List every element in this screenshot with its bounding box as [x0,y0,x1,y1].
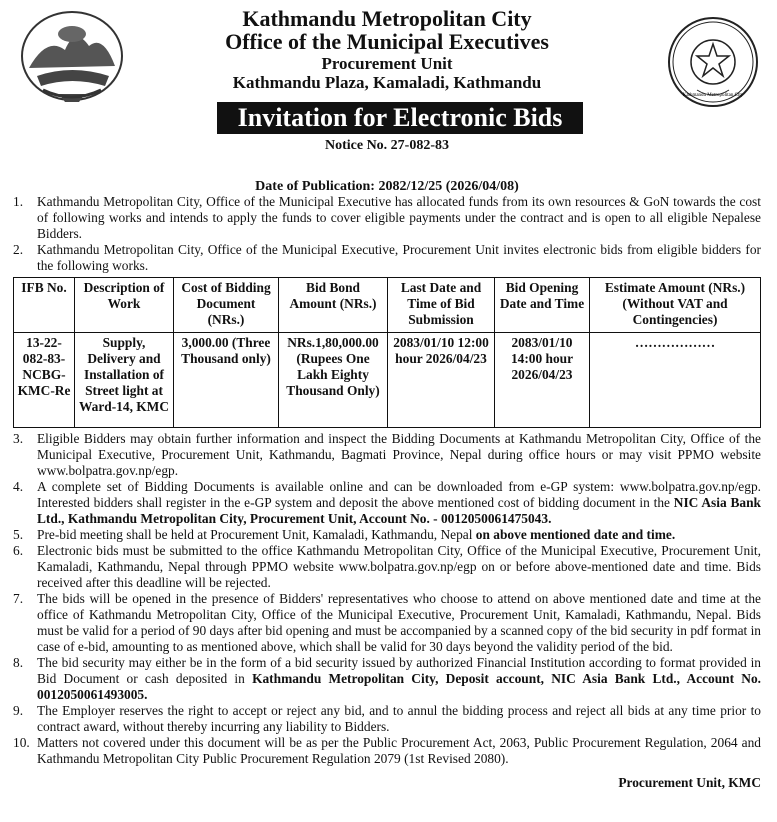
table-cell: 2083/01/10 12:00 hour 2026/04/23 [388,333,495,428]
col-header: Description of Work [75,278,174,333]
kmc-seal-icon [667,16,759,108]
unit-name: Procurement Unit [321,54,453,73]
col-header: Last Date and Time of Bid Submission [388,278,495,333]
table-cell: 3,000.00 (Three Thousand only) [174,333,279,428]
address: Kathmandu Plaza, Kamaladi, Kathmandu [232,73,542,92]
intro-list [13,194,761,274]
city-name: Kathmandu Metropolitan City [242,6,532,31]
seal-text: Kathmandu Metropolitan City [682,93,744,98]
list-item: 8. The bid security may either be in the form of a bid security issued by authorized Financial Institution according to format provided in Bid Document or cash deposited in Kathmandu Metropolitan City, Deposit account, NIC Asia Bank Ltd., Account No. 0012050061493005. [13,655,761,702]
page-title: Invitation for Electronic Bids [217,102,583,134]
notice-number: Notice No. 27-082-83 [324,138,450,153]
table-cell: ……………… [590,333,761,428]
col-header: Bid Opening Date and Time [495,278,590,333]
office-name: Office of the Municipal Executives [225,29,549,54]
table-cell: 13-22-082-83-NCBG-KMC-Re [14,333,75,428]
list-item: 1. Kathmandu Metropolitan City, Office of the Municipal Executive has allocated funds from its own resources & GoN towards the cost of following works and intends to apply the funds to cover eligible payments under the contract and is open to all eligible Nepalese Bidders. [13,194,761,241]
col-header: Bid Bond Amount (NRs.) [279,278,388,333]
table-cell: 2083/01/10 14:00 hour 2026/04/23 [495,333,590,428]
header [13,0,761,132]
publication-date: Date of Publication: 2082/12/25 (2026/04/08) [255,179,519,194]
col-header: Cost of Bidding Document (NRs.) [174,278,279,333]
conditions-list [13,431,761,767]
col-header: Estimate Amount (NRs.) (Without VAT and Contingencies) [590,278,761,333]
list-item: 9. The Employer reserves the right to accept or reject any bid, and to annul the bidding process and reject all bids at any time prior to contract award, without thereby incurring any liability to Bidders. [13,703,761,734]
nepal-emblem-icon [17,6,127,106]
signature: Procurement Unit, KMC [618,775,761,790]
list-item: 10. Matters not covered under this document will be as per the Public Procurement Act, 2063, Public Procurement Regulation, 2064 and Kathmandu Metropolitan City Public Procurement Regulation 2079 (1st Revised 2080). [13,735,761,766]
list-item: 4. A complete set of Bidding Documents is available online and can be downloaded from e-GP system: www.bolpatra.gov.np/egp. Interested bidders shall register in the e-GP system and deposit the above mentioned cost of bidding document in the NIC Asia Bank Ltd., Kathmandu Metropolitan City, Procurement Unit, Account No. - 0012050061475043. [13,479,761,526]
list-item: 3. Eligible Bidders may obtain further information and inspect the Bidding Documents at Kathmandu Metropolitan City, Office of the Municipal Executive, Procurement Unit, Kathmandu, Bagmati Province, Nepal during office hours or may visit PPMO website www.bolpatra.gov.np/egp. [13,431,761,478]
table-header-row [14,278,761,333]
list-item: 5. Pre-bid meeting shall be held at Procurement Unit, Kamaladi, Kathmandu, Nepal on above mentioned date and time. [13,527,676,542]
table-cell: Supply, Delivery and Installation of Street light at Ward-14, KMC [75,333,174,428]
table-row [14,333,761,428]
col-header: IFB No. [14,278,75,333]
list-item: 7. The bids will be opened in the presence of Bidders' representatives who choose to attend on above mentioned date and time at the office of Kathmandu Metropolitan City, Office of the Municipal Executive, Procurement Unit, Kamaladi, Kathmandu, Nepal. Bids must be valid for a period of 90 days after bid opening and must be accompanied by a scanned copy of the bid security in pdf format in case of e-bid, amounting to as mentioned above, which shall be valid for 30 days beyond the validity period of the bid. [13,591,762,654]
list-item: 2. Kathmandu Metropolitan City, Office of the Municipal Executive, Procurement Unit invites electronic bids from eligible bidders for the following works. [13,242,761,273]
table-cell: NRs.1,80,000.00 (Rupees One Lakh Eighty Thousand Only) [279,333,388,428]
list-item: 6. Electronic bids must be submitted to the office Kathmandu Metropolitan City, Office of the Municipal Executive, Procurement Unit, Kamaladi, Kathmandu, Nepal through PPMO website www.bolpatra.gov.np/egp on or before above-mentioned date and time. Bids received after this deadline will be rejected. [13,543,761,590]
bid-table [13,277,761,428]
